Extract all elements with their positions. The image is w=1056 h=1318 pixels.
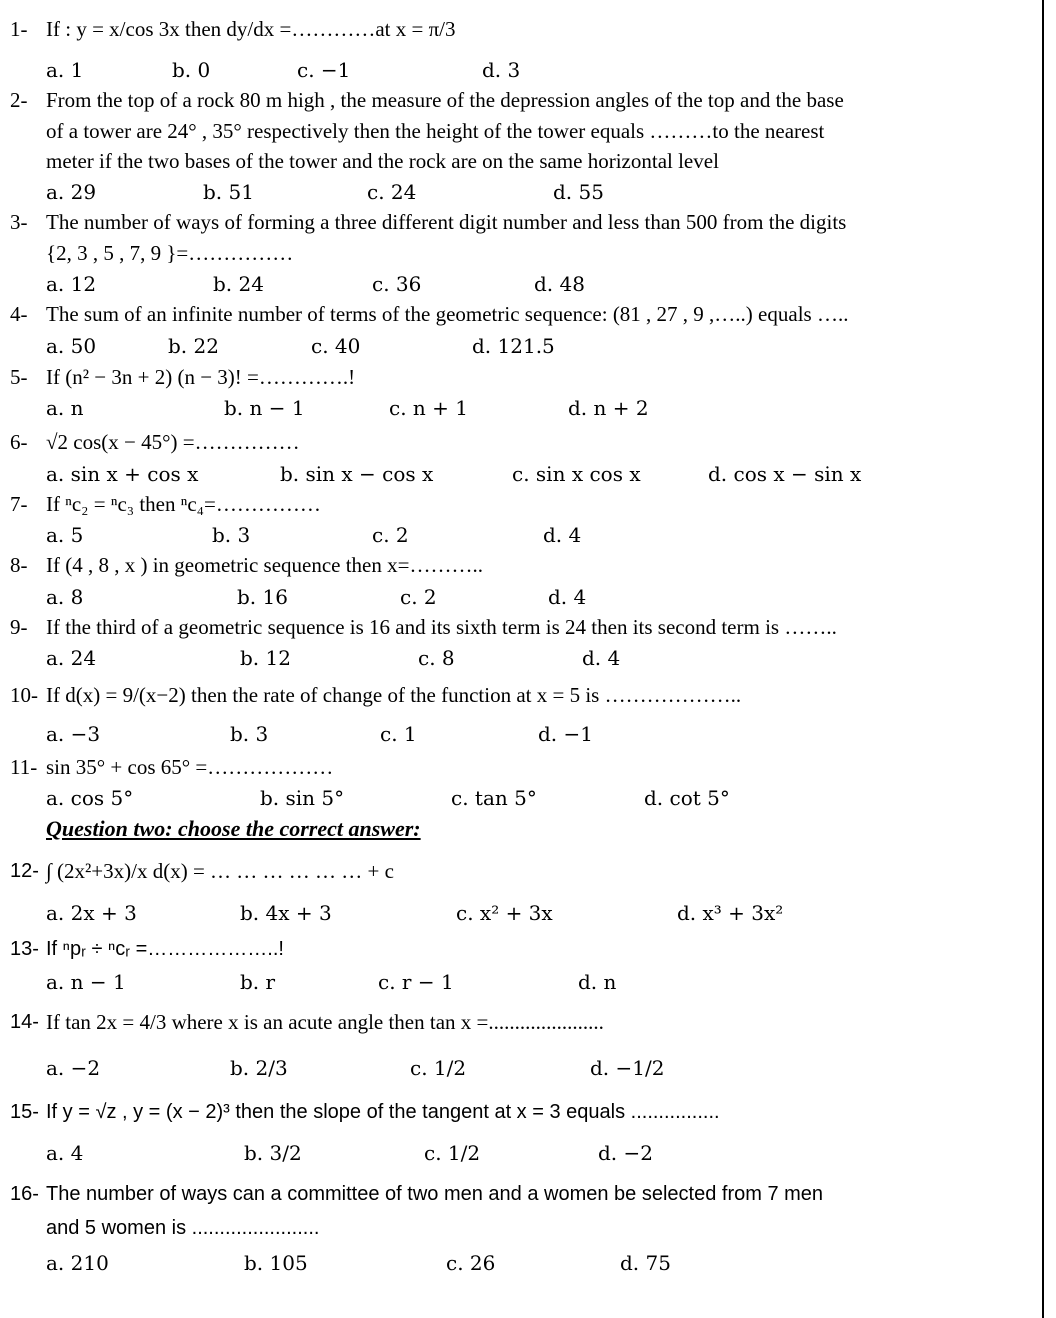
option-b: b. 51 (203, 180, 254, 204)
option-d: d. n + 2 (568, 396, 649, 420)
option-c: c. −1 (297, 58, 351, 82)
question-number: 12- (10, 860, 39, 882)
option-c: c. x² + 3x (456, 901, 553, 925)
option-a: a. n − 1 (46, 970, 126, 994)
question-text-line-1: From the top of a rock 80 m high , the measure of the depression angles of the top and the base (46, 88, 844, 112)
option-c: c. r − 1 (378, 970, 454, 994)
option-d: d. 4 (582, 646, 621, 670)
option-d: d. −1 (538, 722, 593, 746)
option-d: d. 55 (553, 180, 604, 204)
option-b: b. 22 (168, 334, 219, 358)
page-right-border (1042, 0, 1044, 1318)
question-number: 15- (10, 1101, 39, 1123)
question-number: 4- (10, 302, 28, 326)
question-text-line-2: {2, 3 , 5 , 7, 9 }=…………… (46, 241, 294, 265)
option-a: a. 29 (46, 180, 97, 204)
question-text-line-2: of a tower are 24° , 35° respectively then the height of the tower equals ………to the nearest (46, 119, 825, 143)
question-number: 10- (10, 683, 38, 707)
option-d: d. cos x − sin x (708, 462, 862, 486)
question-number: 14- (10, 1011, 39, 1033)
question-number: 13- (10, 938, 39, 960)
option-d: d. 121.5 (472, 334, 555, 358)
option-d: d. −2 (598, 1141, 653, 1165)
option-b: b. 12 (240, 646, 291, 670)
option-c: c. 2 (372, 523, 409, 547)
option-c: c. sin x cos x (512, 462, 641, 486)
option-d: d. 4 (548, 585, 587, 609)
option-c: c. n + 1 (389, 396, 468, 420)
question-text: If (n² − 3n + 2) (n − 3)! =………….! (46, 365, 356, 389)
option-b: b. 4x + 3 (240, 901, 332, 925)
option-d: d. x³ + 3x² (677, 901, 784, 925)
option-a: a. 5 (46, 523, 84, 547)
question-text: √2 cos(x − 45°) =…………… (46, 430, 300, 454)
option-b: b. sin x − cos x (280, 462, 434, 486)
option-d: d. n (578, 970, 617, 994)
option-a: a. 12 (46, 272, 97, 296)
question-number: 6- (10, 430, 28, 454)
option-b: b. 24 (213, 272, 264, 296)
option-c: c. 40 (311, 334, 361, 358)
option-b: b. 105 (244, 1251, 308, 1275)
option-c: c. 26 (446, 1251, 496, 1275)
question-text: If tan 2x = 4/3 where x is an acute angle then tan x =...................... (46, 1010, 604, 1034)
question-number: 5- (10, 365, 28, 389)
section-heading: Question two: choose the correct answer: (46, 816, 421, 841)
question-text: ∫ (2x²+3x)/x d(x) = … … … … … … + c (46, 859, 394, 883)
option-a: a. −2 (46, 1056, 101, 1080)
option-a: a. 1 (46, 58, 84, 82)
question-text-line-3: meter if the two bases of the tower and the rock are on the same horizontal level (46, 149, 719, 173)
option-d: d. 75 (620, 1251, 671, 1275)
question-text: If the third of a geometric sequence is 16 and its sixth term is 24 then its second term is …….. (46, 615, 837, 639)
question-text: The sum of an infinite number of terms of the geometric sequence: (81 , 27 , 9 ,…..) equals ….. (46, 302, 849, 326)
question-number: 16- (10, 1183, 39, 1205)
option-c: c. 8 (418, 646, 455, 670)
option-a: a. 4 (46, 1141, 84, 1165)
question-text-line-1: The number of ways of forming a three different digit number and less than 500 from the digits (46, 210, 847, 234)
question-text: If ⁿc₂ = ⁿc₃ then ⁿc₄=…………… (46, 492, 321, 516)
question-number: 11- (10, 755, 38, 779)
option-c: c. 36 (372, 272, 422, 296)
option-a: a. cos 5° (46, 786, 134, 810)
option-d: d. −1/2 (590, 1056, 665, 1080)
question-number: 9- (10, 615, 28, 639)
question-number: 7- (10, 492, 28, 516)
option-b: b. r (240, 970, 276, 994)
option-d: d. 4 (543, 523, 582, 547)
option-a: a. n (46, 396, 84, 420)
option-b: b. 3 (230, 722, 269, 746)
option-b: b. 3 (212, 523, 251, 547)
question-text: If y = √z , y = (x − 2)³ then the slope of the tangent at x = 3 equals ................ (46, 1101, 720, 1123)
option-c: c. 24 (367, 180, 417, 204)
question-text-line-1: The number of ways can a committee of two men and a women be selected from 7 men (46, 1183, 824, 1205)
option-a: a. 210 (46, 1251, 109, 1275)
option-b: b. 0 (172, 58, 211, 82)
option-c: c. 2 (400, 585, 437, 609)
option-c: c. 1/2 (424, 1141, 481, 1165)
question-text: If (4 , 8 , x ) in geometric sequence then x=……….. (46, 553, 483, 577)
option-a: a. 24 (46, 646, 97, 670)
question-number: 3- (10, 210, 28, 234)
option-d: d. cot 5° (644, 786, 730, 810)
question-number: 8- (10, 553, 28, 577)
question-number: 1- (10, 17, 28, 41)
option-d: d. 3 (482, 58, 521, 82)
option-a: a. 50 (46, 334, 97, 358)
option-a: a. sin x + cos x (46, 462, 199, 486)
question-text: If ⁿpᵣ ÷ ⁿcᵣ =………………..! (46, 938, 284, 960)
option-b: b. sin 5° (260, 786, 345, 810)
option-b: b. 3/2 (244, 1141, 302, 1165)
option-a: a. 2x + 3 (46, 901, 137, 925)
question-number: 2- (10, 88, 28, 112)
option-a: a. 8 (46, 585, 84, 609)
question-text: If : y = x/cos 3x then dy/dx =…………at x = π/3 (46, 17, 456, 41)
question-text: sin 35° + cos 65° =……………… (46, 755, 334, 779)
option-b: b. n − 1 (224, 396, 305, 420)
option-b: b. 16 (237, 585, 288, 609)
option-c: c. 1/2 (410, 1056, 467, 1080)
option-c: c. tan 5° (451, 786, 537, 810)
question-text: If d(x) = 9/(x−2) then the rate of change of the function at x = 5 is ……………….. (46, 683, 742, 707)
option-a: a. −3 (46, 722, 101, 746)
option-c: c. 1 (380, 722, 417, 746)
question-text-line-2: and 5 women is ....................... (46, 1217, 320, 1239)
option-b: b. 2/3 (230, 1056, 288, 1080)
option-d: d. 48 (534, 272, 585, 296)
